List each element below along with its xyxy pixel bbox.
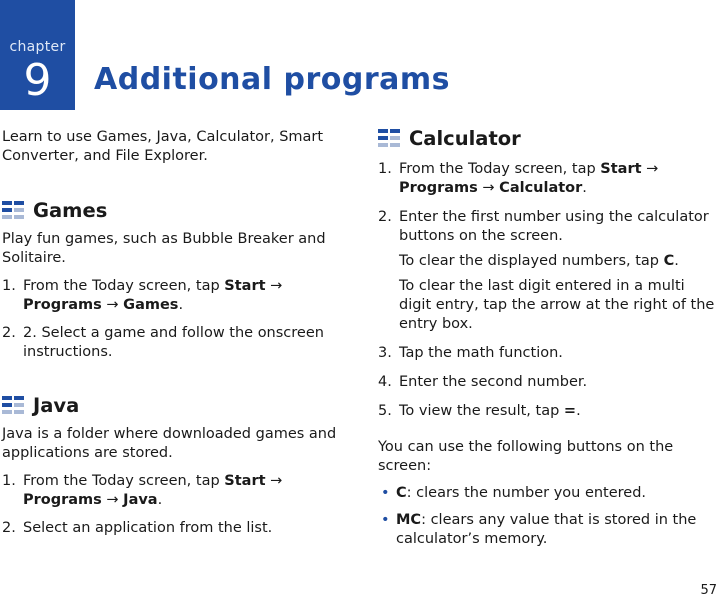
calculator-step-2-note-clear: To clear the displayed numbers, tap C. bbox=[399, 253, 679, 269]
games-description: Play fun games, such as Bubble Breaker and Solitaire. bbox=[2, 231, 326, 266]
chapter-tab bbox=[0, 0, 75, 110]
intro-text: Learn to use Games, Java, Calculator, Smart Converter, and File Explorer. bbox=[2, 129, 324, 164]
games-step-1: 1. From the Today screen, tap Start → Programs → Games. bbox=[2, 278, 283, 313]
calculator-step-3: 3. Tap the math function. bbox=[378, 345, 563, 361]
calculator-heading-text: Calculator bbox=[409, 126, 521, 150]
calculator-heading bbox=[378, 127, 718, 149]
games-heading-text: Games bbox=[33, 198, 108, 222]
calculator-button-c: • C: clears the number you entered. bbox=[381, 485, 647, 501]
section-bullet-icon bbox=[378, 127, 402, 149]
chapter-number: 9 bbox=[23, 55, 52, 106]
right-column bbox=[378, 127, 718, 549]
calculator-button-mc: • MC: clears any value that is stored in the calculator’s memory. bbox=[381, 512, 697, 547]
calculator-step-4: 4. Enter the second number. bbox=[378, 374, 588, 390]
calculator-buttons-intro: You can use the following buttons on the screen: bbox=[378, 439, 674, 474]
java-heading-text: Java bbox=[33, 393, 80, 417]
games-heading bbox=[2, 199, 337, 221]
calculator-step-1: 1. From the Today screen, tap Start → Programs → Calculator. bbox=[378, 161, 659, 196]
chapter-label: chapter bbox=[9, 39, 66, 55]
section-bullet-icon bbox=[2, 394, 26, 416]
java-heading bbox=[2, 394, 337, 416]
calculator-step-2: 2. Enter the first number using the calculator buttons on the screen. bbox=[378, 209, 709, 244]
calculator-step-2-note-backspace: To clear the last digit entered in a multi digit entry, tap the arrow at the right of the entry box. bbox=[399, 278, 715, 332]
java-step-2: 2. Select an application from the list. bbox=[2, 520, 273, 536]
section-bullet-icon bbox=[2, 199, 26, 221]
page-number: 57 bbox=[700, 583, 717, 598]
left-column bbox=[2, 128, 337, 538]
java-description: Java is a folder where downloaded games and applications are stored. bbox=[2, 426, 337, 461]
games-step-2: 2. 2. Select a game and follow the onscreen instructions. bbox=[2, 325, 324, 360]
calculator-step-5: 5. To view the result, tap =. bbox=[378, 403, 581, 419]
java-step-1: 1. From the Today screen, tap Start → Programs → Java. bbox=[2, 473, 283, 508]
chapter-title: Additional programs bbox=[94, 62, 451, 97]
